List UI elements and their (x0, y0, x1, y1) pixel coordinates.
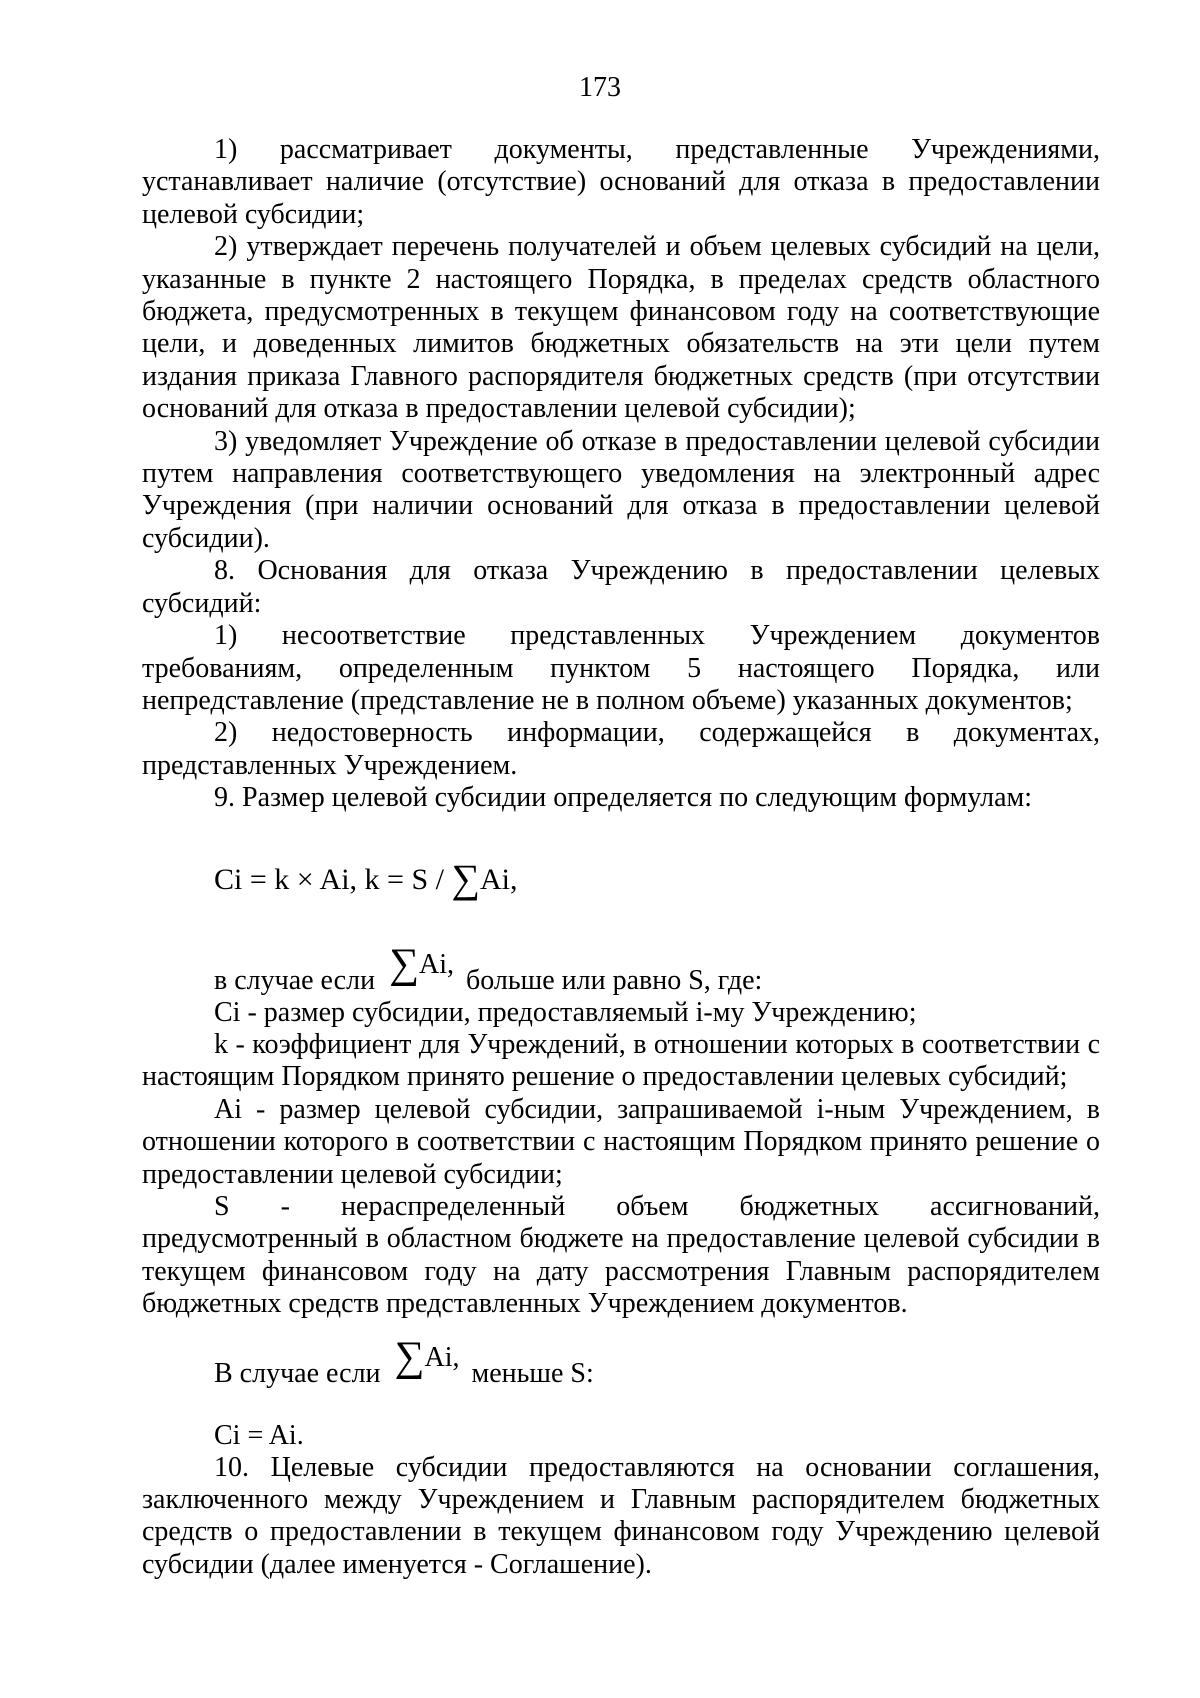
paragraph-8-1: 1) несоответствие представленных Учреждением документов требованиям, определенным пунктом 5 настоящего Порядка, или непредставление (представление не в полном объеме) указанных документов; (142, 620, 1100, 716)
paragraph-7-3: 3) уведомляет Учреждение об отказе в предоставлении целевой субсидии путем направления соответствующего уведомления на электронный адрес Учреждения (при наличии оснований для отказа в предоставлении целевой субсидии). (142, 425, 1100, 554)
condition-1-suffix: больше или равно S, где: (466, 964, 763, 996)
paragraph-7-1: 1) рассматривает документы, представленные Учреждениями, устанавливает наличие (отсутствие) оснований для отказа в предоставлении целевой субсидии; (142, 134, 1100, 230)
condition-less (142, 1333, 1100, 1390)
definition-k: k - коэффициент для Учреждений, в отношении которых в соответствии с настоящим Порядком принято решение о предоставлении целевых субсидий; (142, 1028, 1100, 1093)
paragraph-8-heading: 8. Основания для отказа Учреждению в предоставлении целевых субсидий: (142, 555, 1100, 619)
paragraph-7-2: 2) утверждает перечень получателей и объем целевых субсидий на цели, указанные в пункте 2 настоящего Порядка, в пределах средств областного бюджета, предусмотренных в текущем финансовом году на соответствующие цели, и доведенных лимитов бюджетных обязательств на эти цели путем издания приказа Главного распорядителя бюджетных средств (при отсутствии оснований для отказа в предоставлении целевой субсидии); (142, 231, 1100, 425)
condition-1-prefix: в случае если (214, 964, 376, 996)
condition-2-suffix: меньше S: (471, 1357, 594, 1389)
definition-s: S - нераспределенный объем бюджетных ассигнований, предусмотренный в областном бюджете на предоставление целевой субсидии в текущем финансовом году на дату рассмотрения Главным распорядителем бюджетных средств представленных Учреждением документов. (142, 1190, 1100, 1320)
condition-1-sum (389, 940, 455, 987)
condition-2-sum-term: Ai, (424, 1341, 460, 1373)
paragraph-9-heading: 9. Размер целевой субсидии определяется по следующим формулам: (214, 782, 1033, 814)
condition-1-sum-term: Ai, (419, 948, 455, 980)
sum-icon: ∑ (389, 940, 420, 987)
formula-main-right: Ai, (479, 862, 518, 896)
paragraph-8-2: 2) недостоверность информации, содержащейся в документах, представленных Учреждением. (142, 717, 1100, 781)
formula-main (214, 855, 1100, 901)
sum-icon: ∑ (394, 1333, 425, 1380)
condition-greater-equal (142, 940, 1100, 997)
paragraph-10: 10. Целевые субсидии предоставляются на основании соглашения, заключенного между Учреждением и Главным распорядителем бюджетных средств о предоставлении в текущем финансовом году Учреждению целевой субсидии (далее именуется - Соглашение). (142, 1451, 1100, 1580)
page-number: 173 (579, 72, 621, 103)
condition-2-sum (394, 1333, 460, 1380)
sum-icon: ∑ (451, 855, 480, 901)
definition-ai: Ai - размер целевой субсидии, запрашиваемой i-ным Учреждением, в отношении которого в соответствии с настоящим Порядком принято решение о предоставлении целевой субсидии; (142, 1093, 1100, 1190)
formula-main-left: Ci = k × Ai, k = S / (214, 862, 452, 896)
definition-ci: Ci - размер субсидии, предоставляемый i-му Учреждению; (214, 996, 917, 1028)
formula-equal: Ci = Ai. (214, 1419, 304, 1451)
condition-2-prefix: В случае если (214, 1357, 381, 1389)
document-body (142, 134, 1100, 1581)
